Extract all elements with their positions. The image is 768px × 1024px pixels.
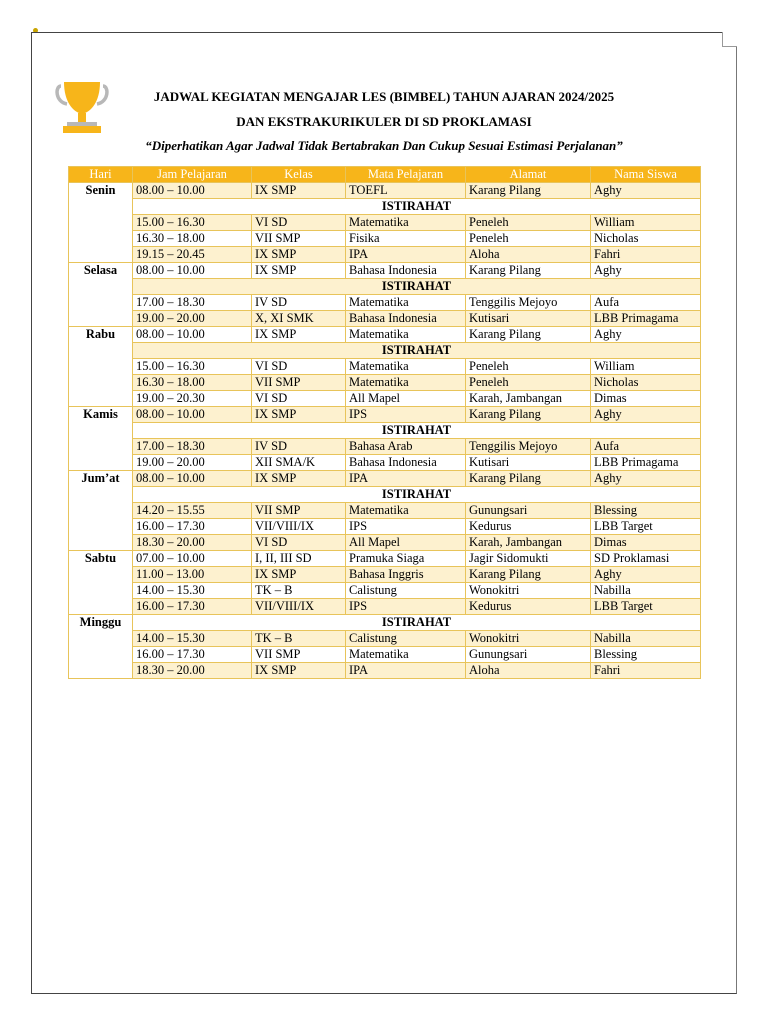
- address-cell: Kutisari: [466, 455, 591, 471]
- break-row: [69, 615, 701, 631]
- student-cell: Blessing: [591, 647, 701, 663]
- class-cell: IX SMP: [252, 247, 346, 263]
- address-cell: Aloha: [466, 247, 591, 263]
- address-cell: Karang Pilang: [466, 471, 591, 487]
- time-cell: 19.00 – 20.00: [133, 311, 252, 327]
- class-cell: IX SMP: [252, 471, 346, 487]
- address-cell: Jagir Sidomukti: [466, 551, 591, 567]
- time-cell: 08.00 – 10.00: [133, 327, 252, 343]
- address-cell: Peneleh: [466, 215, 591, 231]
- address-cell: Wonokitri: [466, 631, 591, 647]
- column-header: Kelas: [252, 167, 346, 183]
- subject-cell: Bahasa Arab: [346, 439, 466, 455]
- day-cell: Senin: [69, 183, 133, 263]
- table-row: [69, 503, 701, 519]
- student-cell: SD Proklamasi: [591, 551, 701, 567]
- time-cell: 16.00 – 17.30: [133, 599, 252, 615]
- address-cell: Aloha: [466, 663, 591, 679]
- student-cell: William: [591, 359, 701, 375]
- subject-cell: IPS: [346, 407, 466, 423]
- subject-cell: Matematika: [346, 647, 466, 663]
- class-cell: VII SMP: [252, 375, 346, 391]
- subject-cell: Matematika: [346, 215, 466, 231]
- subject-cell: IPA: [346, 247, 466, 263]
- student-cell: Fahri: [591, 247, 701, 263]
- class-cell: VII/VIII/IX: [252, 519, 346, 535]
- student-cell: Aghy: [591, 327, 701, 343]
- address-cell: Karah, Jambangan: [466, 535, 591, 551]
- time-cell: 14.00 – 15.30: [133, 583, 252, 599]
- address-cell: Tenggilis Mejoyo: [466, 295, 591, 311]
- class-cell: VI SD: [252, 391, 346, 407]
- student-cell: Aghy: [591, 567, 701, 583]
- table-row: [69, 631, 701, 647]
- time-cell: 16.00 – 17.30: [133, 647, 252, 663]
- class-cell: IX SMP: [252, 183, 346, 199]
- student-cell: Aghy: [591, 471, 701, 487]
- student-cell: Aufa: [591, 439, 701, 455]
- address-cell: Peneleh: [466, 359, 591, 375]
- time-cell: 19.15 – 20.45: [133, 247, 252, 263]
- subject-cell: All Mapel: [346, 391, 466, 407]
- address-cell: Gunungsari: [466, 503, 591, 519]
- table-row: [69, 359, 701, 375]
- table-row: [69, 327, 701, 343]
- schedule-table: [68, 166, 701, 679]
- subject-cell: Bahasa Indonesia: [346, 263, 466, 279]
- table-row: [69, 215, 701, 231]
- time-cell: 11.00 – 13.00: [133, 567, 252, 583]
- time-cell: 16.00 – 17.30: [133, 519, 252, 535]
- break-label: ISTIRAHAT: [133, 423, 701, 439]
- table-row: [69, 407, 701, 423]
- address-cell: Karang Pilang: [466, 327, 591, 343]
- break-label: ISTIRAHAT: [133, 487, 701, 503]
- class-cell: IX SMP: [252, 263, 346, 279]
- class-cell: TK – B: [252, 631, 346, 647]
- address-cell: Karang Pilang: [466, 567, 591, 583]
- address-cell: Karang Pilang: [466, 183, 591, 199]
- address-cell: Peneleh: [466, 375, 591, 391]
- class-cell: VII/VIII/IX: [252, 599, 346, 615]
- student-cell: Nabilla: [591, 583, 701, 599]
- column-header: Alamat: [466, 167, 591, 183]
- time-cell: 16.30 – 18.00: [133, 375, 252, 391]
- time-cell: 07.00 – 10.00: [133, 551, 252, 567]
- subject-cell: IPS: [346, 519, 466, 535]
- table-row: [69, 583, 701, 599]
- address-cell: Kutisari: [466, 311, 591, 327]
- address-cell: Karang Pilang: [466, 407, 591, 423]
- table-row: [69, 647, 701, 663]
- day-cell: Kamis: [69, 407, 133, 471]
- class-cell: X, XI SMK: [252, 311, 346, 327]
- table-row: [69, 599, 701, 615]
- break-label: ISTIRAHAT: [133, 615, 701, 631]
- student-cell: Dimas: [591, 535, 701, 551]
- table-row: [69, 439, 701, 455]
- table-row: [69, 183, 701, 199]
- time-cell: 14.20 – 15.55: [133, 503, 252, 519]
- class-cell: IX SMP: [252, 407, 346, 423]
- student-cell: Aghy: [591, 263, 701, 279]
- day-cell: Jum’at: [69, 471, 133, 551]
- class-cell: IV SD: [252, 439, 346, 455]
- table-row: [69, 519, 701, 535]
- break-row: [69, 343, 701, 359]
- time-cell: 19.00 – 20.30: [133, 391, 252, 407]
- column-header: Mata Pelajaran: [346, 167, 466, 183]
- time-cell: 15.00 – 16.30: [133, 215, 252, 231]
- time-cell: 08.00 – 10.00: [133, 471, 252, 487]
- time-cell: 17.00 – 18.30: [133, 439, 252, 455]
- class-cell: TK – B: [252, 583, 346, 599]
- student-cell: Aufa: [591, 295, 701, 311]
- break-label: ISTIRAHAT: [133, 199, 701, 215]
- day-cell: Sabtu: [69, 551, 133, 615]
- student-cell: LBB Primagama: [591, 311, 701, 327]
- subject-cell: IPS: [346, 599, 466, 615]
- student-cell: Aghy: [591, 183, 701, 199]
- student-cell: Nicholas: [591, 231, 701, 247]
- page-title-line2: DAN EKSTRAKURIKULER DI SD PROKLAMASI: [236, 114, 532, 129]
- address-cell: Gunungsari: [466, 647, 591, 663]
- time-cell: 08.00 – 10.00: [133, 263, 252, 279]
- table-row: [69, 247, 701, 263]
- subject-cell: Matematika: [346, 327, 466, 343]
- subject-cell: Calistung: [346, 583, 466, 599]
- student-cell: Blessing: [591, 503, 701, 519]
- time-cell: 17.00 – 18.30: [133, 295, 252, 311]
- subject-cell: Bahasa Indonesia: [346, 311, 466, 327]
- break-label: ISTIRAHAT: [133, 343, 701, 359]
- class-cell: IV SD: [252, 295, 346, 311]
- address-cell: Tenggilis Mejoyo: [466, 439, 591, 455]
- table-row: [69, 551, 701, 567]
- table-row: [69, 391, 701, 407]
- student-cell: LBB Primagama: [591, 455, 701, 471]
- class-cell: I, II, III SD: [252, 551, 346, 567]
- class-cell: VII SMP: [252, 231, 346, 247]
- day-cell: Minggu: [69, 615, 133, 679]
- subject-cell: All Mapel: [346, 535, 466, 551]
- time-cell: 18.30 – 20.00: [133, 663, 252, 679]
- break-row: [69, 199, 701, 215]
- subject-cell: Matematika: [346, 359, 466, 375]
- time-cell: 18.30 – 20.00: [133, 535, 252, 551]
- student-cell: Nicholas: [591, 375, 701, 391]
- address-cell: Karah, Jambangan: [466, 391, 591, 407]
- day-cell: Rabu: [69, 327, 133, 407]
- time-cell: 15.00 – 16.30: [133, 359, 252, 375]
- table-row: [69, 455, 701, 471]
- table-row: [69, 663, 701, 679]
- class-cell: VII SMP: [252, 647, 346, 663]
- subject-cell: IPA: [346, 663, 466, 679]
- subject-cell: Matematika: [346, 503, 466, 519]
- class-cell: VI SD: [252, 359, 346, 375]
- class-cell: IX SMP: [252, 567, 346, 583]
- address-cell: Karang Pilang: [466, 263, 591, 279]
- time-cell: 19.00 – 20.00: [133, 455, 252, 471]
- subject-cell: Matematika: [346, 375, 466, 391]
- time-cell: 14.00 – 15.30: [133, 631, 252, 647]
- break-label: ISTIRAHAT: [133, 279, 701, 295]
- column-header: Hari: [69, 167, 133, 183]
- table-row: [69, 231, 701, 247]
- day-cell: Selasa: [69, 263, 133, 327]
- subject-cell: Pramuka Siaga: [346, 551, 466, 567]
- subject-cell: Matematika: [346, 295, 466, 311]
- subject-cell: Bahasa Indonesia: [346, 455, 466, 471]
- student-cell: LBB Target: [591, 519, 701, 535]
- column-header: Jam Pelajaran: [133, 167, 252, 183]
- table-row: [69, 567, 701, 583]
- page-fold-corner: [722, 32, 737, 47]
- subject-cell: Calistung: [346, 631, 466, 647]
- class-cell: IX SMP: [252, 327, 346, 343]
- student-cell: LBB Target: [591, 599, 701, 615]
- class-cell: VI SD: [252, 535, 346, 551]
- table-row: [69, 263, 701, 279]
- break-row: [69, 423, 701, 439]
- time-cell: 08.00 – 10.00: [133, 407, 252, 423]
- break-row: [69, 487, 701, 503]
- time-cell: 16.30 – 18.00: [133, 231, 252, 247]
- table-row: [69, 295, 701, 311]
- subject-cell: Fisika: [346, 231, 466, 247]
- table-row: [69, 311, 701, 327]
- page-subtitle: “Diperhatikan Agar Jadwal Tidak Bertabrakan Dan Cukup Sesuai Estimasi Perjalanan”: [145, 138, 623, 153]
- subject-cell: Bahasa Inggris: [346, 567, 466, 583]
- page-title: JADWAL KEGIATAN MENGAJAR LES (BIMBEL) TAHUN AJARAN 2024/2025: [153, 89, 615, 104]
- class-cell: VI SD: [252, 215, 346, 231]
- table-header-row: [69, 167, 701, 183]
- student-cell: William: [591, 215, 701, 231]
- student-cell: Nabilla: [591, 631, 701, 647]
- time-cell: 08.00 – 10.00: [133, 183, 252, 199]
- student-cell: Dimas: [591, 391, 701, 407]
- subject-cell: TOEFL: [346, 183, 466, 199]
- break-row: [69, 279, 701, 295]
- table-row: [69, 375, 701, 391]
- column-header: Nama Siswa: [591, 167, 701, 183]
- address-cell: Kedurus: [466, 519, 591, 535]
- subject-cell: IPA: [346, 471, 466, 487]
- address-cell: Kedurus: [466, 599, 591, 615]
- class-cell: XII SMA/K: [252, 455, 346, 471]
- address-cell: Wonokitri: [466, 583, 591, 599]
- table-row: [69, 471, 701, 487]
- student-cell: Fahri: [591, 663, 701, 679]
- class-cell: IX SMP: [252, 663, 346, 679]
- table-row: [69, 535, 701, 551]
- address-cell: Peneleh: [466, 231, 591, 247]
- class-cell: VII SMP: [252, 503, 346, 519]
- student-cell: Aghy: [591, 407, 701, 423]
